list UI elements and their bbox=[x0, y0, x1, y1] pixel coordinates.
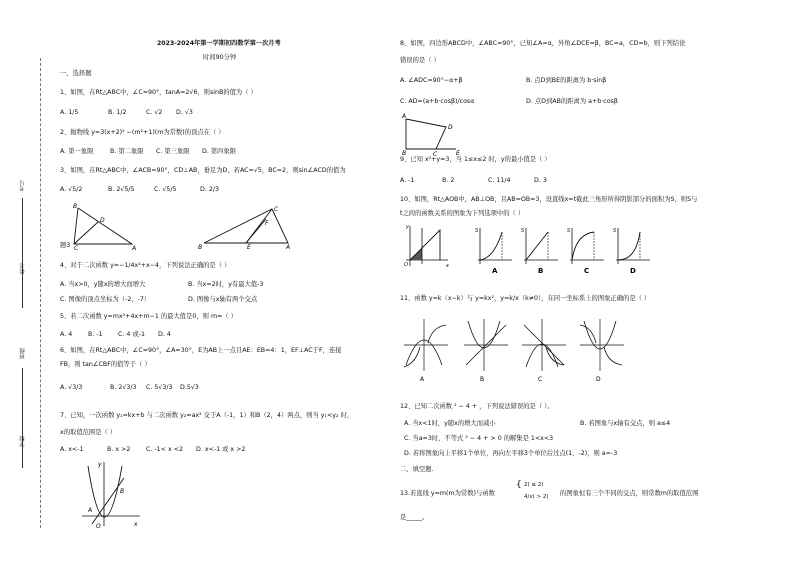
q1-option-a: A. 1/5 bbox=[60, 109, 79, 116]
q7-option-d: D. x<-1 或 x >2 bbox=[196, 446, 246, 453]
svg-text:S: S bbox=[567, 228, 571, 234]
q6-figure bbox=[190, 205, 300, 250]
q8-stem-line2: 错误的是（ ） bbox=[400, 57, 440, 64]
q13-tail: 的图象恒有三个不同的交点，则常数m的取值范围 bbox=[560, 490, 699, 497]
q3-option-d: D. 2/3 bbox=[200, 186, 219, 193]
svg-text:B: B bbox=[120, 488, 125, 495]
q10-option-a-graph bbox=[474, 226, 514, 274]
q1-option-b: B. 1/2 bbox=[108, 109, 127, 116]
q5-option-c: C. 4 或-1 bbox=[118, 331, 145, 338]
exam-duration: 时间90分钟 bbox=[203, 54, 237, 61]
q11-option-c-graph bbox=[520, 315, 570, 383]
q10-label-b: B bbox=[538, 267, 544, 275]
q3-caption: 题3 bbox=[60, 242, 71, 249]
q6-option-c: C. 5√3/3 bbox=[146, 384, 173, 391]
svg-text:O: O bbox=[96, 523, 101, 530]
section-fill-title: 二、填空题. bbox=[400, 466, 434, 473]
q4-option-d: D. 图像与x轴有两个交点 bbox=[188, 296, 258, 303]
q4-option-a: A. 当x>0，y随x的增大而增大 bbox=[60, 281, 146, 288]
q11-stem: 11、函数 y=k（x−k）与 y=kx²，y=k/x（k≠0），在同一坐标系上的图象正确的是（ ） bbox=[400, 295, 651, 302]
exam-title: 2023-2024年第一学期初四数学第一次月考 bbox=[157, 40, 281, 47]
q8-option-b: B. 点D到BE的距离为 b·sinβ bbox=[526, 77, 607, 84]
q10-triangle-figure bbox=[402, 224, 452, 268]
q10-option-c-graph bbox=[566, 226, 606, 274]
svg-text:D: D bbox=[448, 124, 453, 131]
exam-number-label: 考号 bbox=[20, 180, 26, 191]
svg-text:C: C bbox=[274, 206, 279, 213]
q10-option-d-graph bbox=[612, 226, 652, 274]
svg-text:B: B bbox=[198, 244, 203, 251]
svg-text:A: A bbox=[88, 507, 93, 514]
q7-stem-line1: 7、已知，一次函数 y₁=kx+b 与二次函数 y₂=ax² 交于A（-1，1）和B（2，4）两点，则当 y₁<y₂ 时， bbox=[60, 412, 354, 419]
q7-figure bbox=[80, 458, 150, 530]
right-column bbox=[390, 0, 794, 561]
svg-text:y: y bbox=[98, 461, 102, 468]
q11-label-b: B bbox=[480, 376, 485, 383]
q4-stem: 4、对于二次函数 y=−1/4x²+x−4，下列说法正确的是（ ） bbox=[60, 262, 231, 269]
q6-stem-line1: 6、如图，在Rt△ABC中，∠C=90°，∠A=30°，E为AB上一点且AE：EB=4：1，EF⊥AC于F，连接 bbox=[60, 347, 342, 354]
q10-label-c: C bbox=[584, 267, 590, 275]
q12-option-d: D. 若将图象向上平移1个单位，再向左平移3个单位后过点(1，-2)，则 a=-3 bbox=[404, 450, 618, 457]
q2-option-a: A. 第一象限 bbox=[60, 148, 94, 155]
svg-text:O: O bbox=[404, 262, 408, 268]
school-label: 学校 bbox=[20, 436, 26, 447]
q10-stem-line1: 10、如图，Rt△AOB中，AB⊥OB，且AB=OB=3，设直线x=t截此三角形所得阴影部分的面积为S，则S与 bbox=[400, 196, 698, 203]
q1-option-c: C. √2 bbox=[146, 109, 163, 116]
q12-option-b: B. 若图象与x轴有交点，则 a≤4 bbox=[580, 420, 671, 427]
q11-option-d-graph bbox=[578, 315, 628, 383]
svg-text:E: E bbox=[456, 150, 460, 157]
svg-text:D: D bbox=[100, 217, 105, 224]
svg-text:y: y bbox=[406, 224, 409, 230]
q8-stem-line1: 8、如图，四边形ABCD中，∠ABC=90°，已知∠A=α，外角∠DCE=β，BC=a，CD=b，则下列结论 bbox=[400, 40, 686, 47]
q3-option-b: B. 2√5/5 bbox=[108, 186, 135, 193]
class-label: 班级 bbox=[20, 348, 26, 359]
q10-label-a: A bbox=[492, 267, 498, 275]
q8-option-d: D. 点D到AB的距离为 a+b·cosβ bbox=[526, 98, 618, 105]
q5-option-d: D. 4 bbox=[158, 331, 171, 338]
svg-text:B: B bbox=[402, 150, 407, 157]
q11-label-a: A bbox=[420, 376, 425, 383]
q9-option-b: B. 2 bbox=[442, 177, 455, 184]
section-choice-title: 一、选择题 bbox=[60, 70, 92, 77]
q6-option-d: D.5√3 bbox=[180, 384, 199, 391]
svg-text:E: E bbox=[247, 244, 251, 251]
q11-label-c: C bbox=[538, 376, 543, 383]
svg-text:A: A bbox=[286, 244, 291, 251]
q7-option-c: C. -1< x <2 bbox=[146, 446, 183, 453]
q2-stem: 2、抛物线 y=3(x+2)² −(m²+1)(m为常数)的顶点在（ ） bbox=[60, 129, 225, 136]
q2-option-d: D. 第四象限 bbox=[202, 148, 237, 155]
name-label: 姓名 bbox=[20, 263, 26, 274]
q7-stem-line2: x的取值范围是（ ） bbox=[60, 429, 117, 436]
svg-text:C: C bbox=[74, 245, 79, 252]
q3-figure bbox=[60, 200, 150, 250]
svg-text:S: S bbox=[475, 228, 479, 234]
q6-option-a: A. √3/3 bbox=[60, 384, 83, 391]
q12-option-c: C. 当a=3时，不等式 ² − 4 + > 0 的解集是 1<x<3 bbox=[404, 435, 554, 442]
q3-option-c: C. √5/5 bbox=[154, 186, 177, 193]
q13-piece-2: 4/x( > 2) bbox=[524, 494, 549, 500]
svg-text:F: F bbox=[265, 220, 269, 227]
q4-option-c: C. 图像的顶点坐标为（-2，-7） bbox=[60, 296, 151, 303]
q13-blank: 是_____。 bbox=[400, 514, 429, 521]
q7-option-b: B. x >2 bbox=[107, 446, 131, 453]
svg-text:x: x bbox=[446, 263, 449, 269]
q10-option-b-graph bbox=[520, 226, 560, 274]
svg-text:S: S bbox=[613, 228, 617, 234]
q11-option-b-graph bbox=[462, 315, 512, 383]
q6-stem-line2: FB，则 tan∠CBF的值等于（ ） bbox=[60, 361, 151, 368]
q8-option-a: A. ∠ADC=90°−α+β bbox=[400, 77, 463, 84]
q12-stem: 12、已知二次函数 ² − 4 + ，下列说法错误的是（ ）。 bbox=[400, 403, 554, 410]
q2-option-b: B. 第二象限 bbox=[110, 148, 144, 155]
q13-brace: { bbox=[516, 480, 522, 490]
q7-option-a: A. x<-1 bbox=[60, 446, 84, 453]
q13-stem: 13.若直线 y=m(m为常数)与函数 bbox=[400, 490, 495, 497]
svg-text:A: A bbox=[132, 245, 137, 252]
q11-label-d: D bbox=[596, 376, 601, 383]
q3-option-a: A. √5/2 bbox=[60, 186, 83, 193]
q9-option-d: D. 3 bbox=[534, 177, 547, 184]
q4-option-b: B. 当x=2时，y有最大值-3 bbox=[188, 281, 264, 288]
svg-text:C: C bbox=[433, 151, 438, 158]
q1-stem: 1、如图，在Rt△ABC中，∠C=90°，tanA=2√6，则sinB的值为（ ） bbox=[60, 89, 257, 96]
q5-stem: 5、若二次函数 y=mx²+4x+m−1 的最大值是0，则 m=（ ） bbox=[60, 313, 237, 320]
q9-option-c: C. 11/4 bbox=[488, 177, 511, 184]
q5-option-b: B. -1 bbox=[88, 331, 103, 338]
svg-text:A: A bbox=[402, 113, 407, 120]
q1-option-d: D. √3 bbox=[176, 109, 193, 116]
q10-label-d: D bbox=[630, 267, 636, 275]
q9-stem: 9、已知 x²+y=3，当 1≤x≤2 时，y的最小值是（ ） bbox=[400, 156, 551, 163]
q5-option-a: A. 4 bbox=[60, 331, 73, 338]
svg-text:B: B bbox=[73, 203, 78, 210]
q6-option-b: B. 2√3/3 bbox=[110, 384, 137, 391]
q8-figure bbox=[400, 113, 470, 158]
q3-stem: 3、如图，在Rt△ABC中，∠ACB=90°，CD⊥AB，垂足为D，若AC=√5，BC=2，则sin∠ACD的值为 bbox=[60, 167, 346, 174]
q10-stem-line2: t之间的函数关系的图象为下列选项中的（ ） bbox=[400, 210, 525, 217]
svg-text:x: x bbox=[134, 521, 138, 528]
q8-option-c: C. AD=(a+b·cosβ)/cosα bbox=[400, 98, 475, 105]
q2-option-c: C. 第三象限 bbox=[156, 148, 190, 155]
q9-option-a: A. -1 bbox=[400, 177, 415, 184]
svg-text:S: S bbox=[521, 228, 525, 234]
q11-option-a-graph bbox=[402, 315, 452, 383]
left-column bbox=[0, 0, 390, 561]
q13-piece-1: 2( ≤ 2) bbox=[524, 482, 544, 488]
q12-option-a: A. 当x<1时，y随x的增大而减小 bbox=[404, 420, 496, 427]
